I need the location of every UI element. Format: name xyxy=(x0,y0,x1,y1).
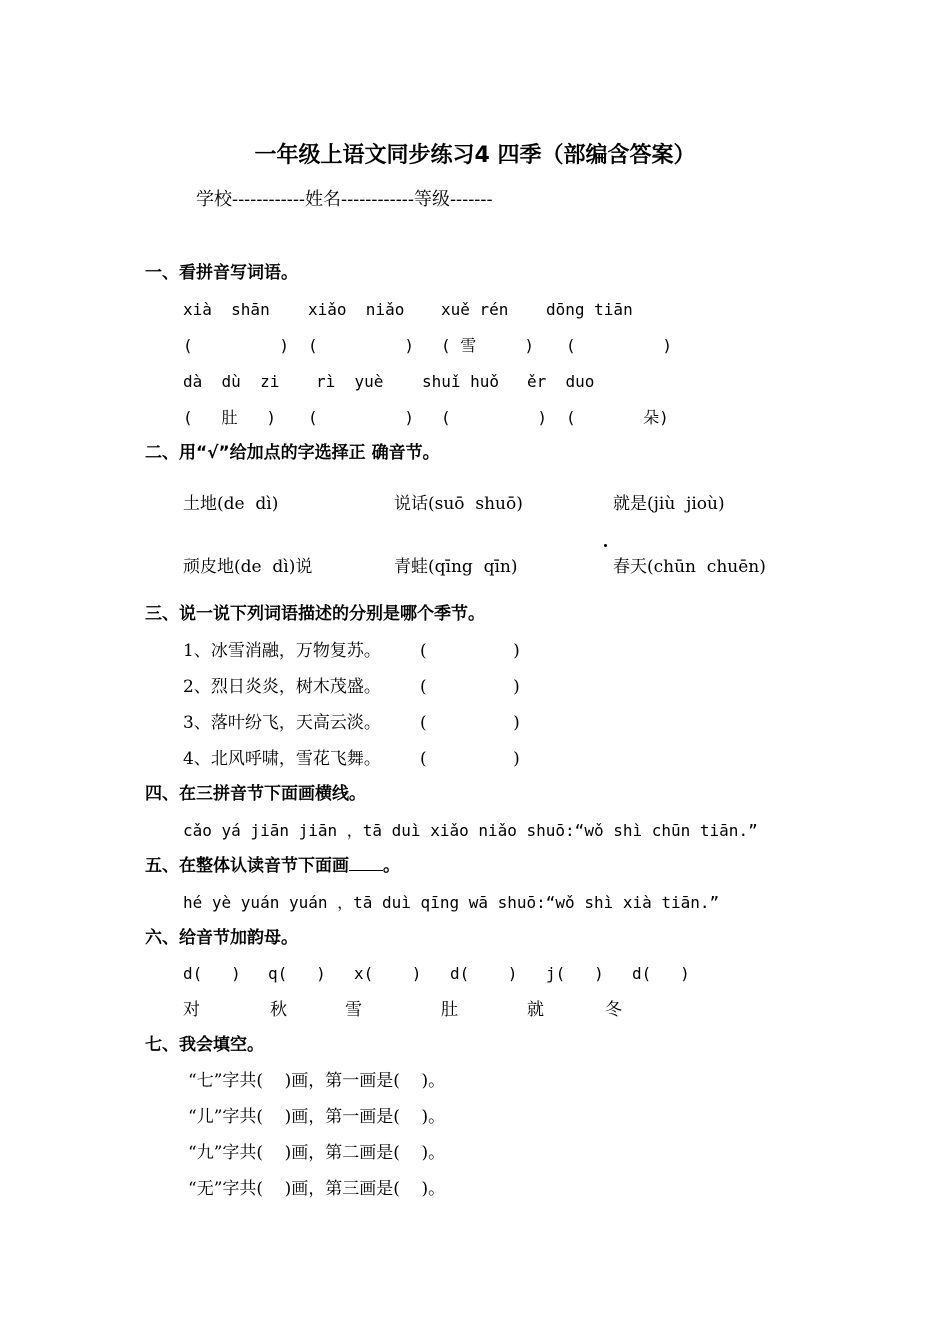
answer-paren[interactable]: ( ) xyxy=(420,641,520,661)
page-title: 一年级上语文同步练习4 四季（部编含答案） xyxy=(254,143,696,168)
choice-item: 春天(chūn chuēn) xyxy=(613,557,766,577)
syllable-blank[interactable]: x( ) xyxy=(354,964,422,983)
syllable-blank[interactable]: d( ) xyxy=(632,964,690,983)
pinyin-2-2: rì yuè xyxy=(316,372,384,391)
season-item: 2、烈日炎炎，树木茂盛。 xyxy=(183,677,381,697)
section-7-heading: 七、我会填空。 xyxy=(145,1035,264,1055)
section-5-heading-b: 。 xyxy=(383,856,400,876)
season-item: 1、冰雪消融，万物复苏。 xyxy=(183,641,381,661)
choice-item: 就是(jiù jioù) xyxy=(613,494,725,514)
section-5-heading xyxy=(145,856,400,876)
pinyin-sentence: hé yè yuán yuán ，tā duì qīng wā shuō:“wǒ shì xià tiān.” xyxy=(183,893,720,912)
season-item: 4、北风呼啸，雪花飞舞。 xyxy=(183,749,381,769)
fill-item: “儿”字共( )画，第一画是( )。 xyxy=(188,1107,446,1127)
underline-mark xyxy=(349,856,383,871)
info-line: 学校------------姓名------------等级------- xyxy=(196,189,493,210)
answer-paren[interactable]: ( ) xyxy=(420,749,520,769)
pinyin-1-3: xuě rén xyxy=(441,300,509,319)
answer-box[interactable]: ( ) xyxy=(441,408,547,427)
answer-box[interactable]: ( ) xyxy=(566,336,672,355)
syllable-char: 就 xyxy=(527,1000,544,1020)
answer-paren[interactable]: ( ) xyxy=(420,677,520,697)
section-1-heading: 一、看拼音写词语。 xyxy=(145,263,298,283)
choice-item: 顽皮地(de dì)说 xyxy=(183,557,313,577)
section-3-heading: 三、说一说下列词语描述的分别是哪个季节。 xyxy=(145,604,485,624)
answer-box[interactable]: ( 朵) xyxy=(566,408,669,427)
fill-item: “无”字共( )画，第三画是( )。 xyxy=(188,1179,446,1199)
pinyin-1-1: xià shān xyxy=(183,300,270,319)
pinyin-2-1: dà dù zi xyxy=(183,372,280,391)
choice-item: 青蛙(qīng qīn) xyxy=(394,557,518,577)
section-4-heading: 四、在三拼音节下面画横线。 xyxy=(145,784,366,804)
season-item: 3、落叶纷飞，天高云淡。 xyxy=(183,713,381,733)
syllable-blank[interactable]: j( ) xyxy=(546,964,604,983)
section-2-heading: 二、用“√”给加点的字选择正 确音节。 xyxy=(145,443,440,463)
choice-item: 土地(de dì) xyxy=(183,494,279,514)
answer-box[interactable]: ( 肚 ) xyxy=(183,408,277,427)
answer-box[interactable]: ( 雪 ) xyxy=(441,336,535,355)
pinyin-1-2: xiǎo niǎo xyxy=(308,300,405,319)
fill-item: “九”字共( )画，第二画是( )。 xyxy=(188,1143,446,1163)
syllable-char: 肚 xyxy=(441,1000,458,1020)
syllable-blank[interactable]: q( ) xyxy=(268,964,326,983)
section-6-heading: 六、给音节加韵母。 xyxy=(145,928,298,948)
syllable-blank[interactable]: d( ) xyxy=(183,964,241,983)
pinyin-sentence: cǎo yá jiān jiān ，tā duì xiǎo niǎo shuō:“wǒ shì chūn tiān.” xyxy=(183,821,758,840)
answer-paren[interactable]: ( ) xyxy=(420,713,520,733)
syllable-char: 雪 xyxy=(345,1000,362,1020)
pinyin-2-4: ěr duo xyxy=(527,372,595,391)
section-5-heading-a: 五、在整体认读音节下面画 xyxy=(145,856,349,876)
fill-item: “七”字共( )画，第一画是( )。 xyxy=(188,1071,446,1091)
syllable-blank[interactable]: d( ) xyxy=(450,964,518,983)
answer-box[interactable]: ( ) xyxy=(308,408,414,427)
answer-box[interactable]: ( ) xyxy=(183,336,289,355)
pinyin-2-3: shuǐ huǒ xyxy=(422,372,500,391)
syllable-char: 冬 xyxy=(605,1000,622,1020)
emphasis-dot xyxy=(604,544,607,547)
syllable-char: 对 xyxy=(183,1000,200,1020)
pinyin-1-4: dōng tiān xyxy=(546,300,633,319)
choice-item: 说话(suō shuō) xyxy=(394,494,523,514)
answer-box[interactable]: ( ) xyxy=(308,336,414,355)
syllable-char: 秋 xyxy=(270,1000,287,1020)
